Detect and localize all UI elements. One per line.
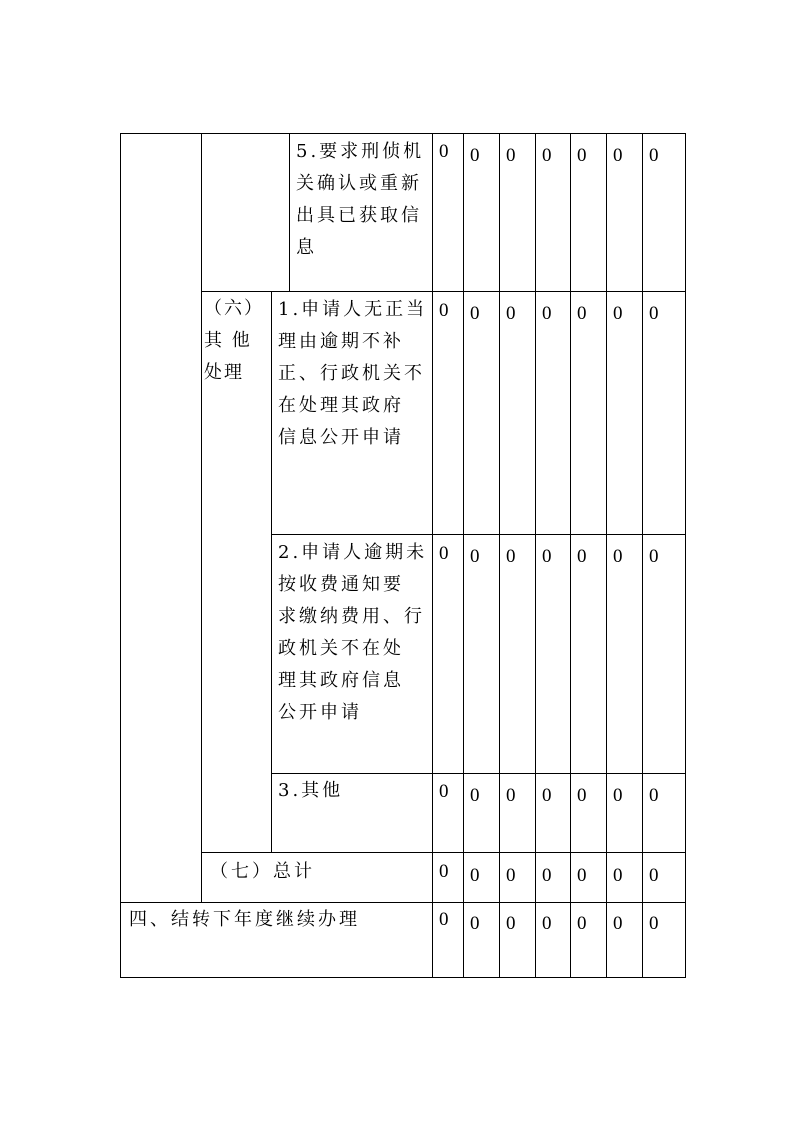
value-cell: 0: [613, 546, 623, 567]
row-label-total: （七）总计: [210, 861, 315, 882]
column-divider: [642, 133, 643, 978]
value-cell: 0: [439, 909, 449, 930]
value-cell: 0: [649, 546, 659, 567]
value-cell: 0: [542, 546, 552, 567]
value-cell: 0: [613, 785, 623, 806]
value-cell: 0: [649, 145, 659, 166]
value-cell: 0: [577, 865, 587, 886]
table-right-border: [685, 133, 686, 978]
value-cell: 0: [506, 785, 516, 806]
column-divider: [570, 133, 571, 978]
table-left-border: [120, 133, 121, 978]
row-divider: [271, 773, 686, 774]
value-cell: 0: [577, 785, 587, 806]
value-cell: 0: [613, 145, 623, 166]
value-cell: 0: [470, 145, 480, 166]
value-cell: 0: [506, 865, 516, 886]
column-divider: [271, 291, 272, 852]
table-bottom-border: [120, 977, 686, 978]
table-top-border: [120, 133, 686, 134]
column-divider: [463, 133, 464, 978]
value-cell: 0: [470, 303, 480, 324]
row-label-2: 2.申请人逾期未 按收费通知要 求缴纳费用、行 政机关不在处 理其政府信息 公开申请: [278, 542, 428, 723]
column-divider: [289, 133, 290, 291]
value-cell: 0: [470, 865, 480, 886]
value-cell: 0: [542, 865, 552, 886]
row-label-1: 1.申请人无正当 理由逾期不补 正、行政机关不 在处理其政府 信息公开申请: [278, 299, 428, 448]
value-cell: 0: [649, 785, 659, 806]
value-cell: 0: [613, 913, 623, 934]
value-cell: 0: [577, 913, 587, 934]
value-cell: 0: [470, 785, 480, 806]
column-divider: [499, 133, 500, 978]
value-cell: 0: [506, 303, 516, 324]
row-divider: [271, 534, 686, 535]
value-cell: 0: [542, 785, 552, 806]
value-cell: 0: [613, 303, 623, 324]
value-cell: 0: [577, 145, 587, 166]
value-cell: 0: [439, 141, 449, 162]
value-cell: 0: [439, 300, 449, 321]
value-cell: 0: [470, 913, 480, 934]
value-cell: 0: [542, 913, 552, 934]
value-cell: 0: [439, 543, 449, 564]
row-label-3: 3.其他: [278, 780, 344, 801]
row-divider: [120, 902, 686, 903]
value-cell: 0: [649, 913, 659, 934]
column-divider: [606, 133, 607, 978]
value-cell: 0: [439, 861, 449, 882]
value-cell: 0: [470, 546, 480, 567]
value-cell: 0: [649, 303, 659, 324]
group-label-other-handling: （六） 其 他 处理: [204, 298, 264, 383]
value-cell: 0: [577, 546, 587, 567]
value-cell: 0: [506, 913, 516, 934]
row-divider: [201, 852, 686, 853]
value-cell: 0: [542, 145, 552, 166]
column-divider: [535, 133, 536, 978]
value-cell: 0: [439, 781, 449, 802]
column-divider: [432, 133, 433, 978]
value-cell: 0: [506, 145, 516, 166]
value-cell: 0: [613, 865, 623, 886]
row-label-carryover: 四、结转下年度继续办理: [129, 909, 360, 930]
value-cell: 0: [649, 865, 659, 886]
row-divider: [201, 291, 686, 292]
value-cell: 0: [542, 303, 552, 324]
column-divider: [201, 133, 202, 903]
value-cell: 0: [506, 546, 516, 567]
value-cell: 0: [577, 303, 587, 324]
row-label-5: 5.要求刑侦机 关确认或重新 出具已获取信 息: [296, 141, 425, 258]
